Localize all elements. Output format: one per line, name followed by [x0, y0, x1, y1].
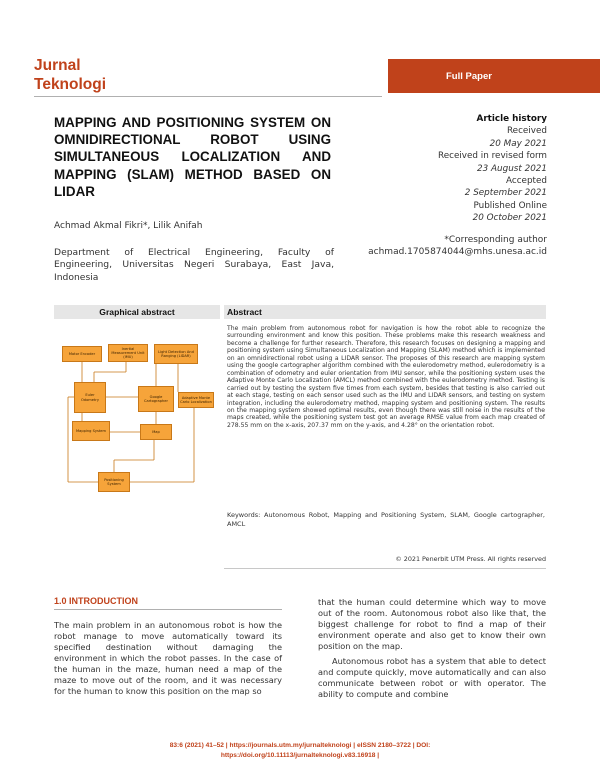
- copyright: © 2021 Penerbit UTM Press. All rights reserved: [395, 555, 546, 563]
- node-lidar: Light Detection And Ranging (LIDAR): [154, 344, 198, 364]
- intro-paragraph-1: The main problem in an autonomous robot is how the robot manage to move automatically toward its specified destination without damaging the environment in which the robot passes. In the case of the human in the maze, human need a map of the maze to move out of the room, and it was necessary for the human to know this position on the map so: [54, 620, 282, 697]
- accepted-date: 2 September 2021: [464, 188, 547, 199]
- abstract-rule: [224, 568, 546, 569]
- corresponding-label: *Corresponding author: [444, 235, 547, 245]
- revised-label: Received in revised form: [437, 151, 547, 162]
- node-map: Map: [140, 424, 172, 440]
- keywords: Keywords: Autonomous Robot, Mapping and Positioning System, SLAM, Google cartographer, AMCL: [227, 511, 545, 528]
- corresponding-author: [307, 234, 547, 259]
- full-paper-label: Full Paper: [446, 70, 492, 82]
- node-euler-odometry: Euler Odometry: [74, 382, 106, 413]
- intro-paragraph-2: Autonomous robot has a system that able to detect and compute quickly, move automatically and can also communicate between robot or with operator. The ability to compute and combine: [318, 656, 546, 700]
- paper-title: MAPPING AND POSITIONING SYSTEM ON OMNIDIRECTIONAL ROBOT USING SIMULTANEOUS LOCALIZATION AND MAPPING (SLAM) METHOD BASED ON LIDAR: [54, 115, 331, 199]
- authors: Achmad Akmal Fikri*, Lilik Anifah: [54, 221, 203, 231]
- graphical-abstract-heading: Graphical abstract: [54, 305, 220, 319]
- corresponding-email[interactable]: achmad.1705874044@mhs.unesa.ac.id: [368, 247, 547, 258]
- node-imu: Inertial Measurement Unit (IMU): [108, 344, 148, 362]
- section-heading-introduction: 1.0 INTRODUCTION: [54, 596, 282, 610]
- abstract-heading: Abstract: [224, 305, 546, 319]
- journal-title-line1: Jurnal: [34, 57, 81, 74]
- node-positioning-system: Positioning System: [98, 472, 130, 492]
- received-label: Received: [506, 126, 547, 137]
- received-date: 20 May 2021: [489, 138, 547, 149]
- node-motor-encoder: Motor Encoder: [62, 346, 102, 362]
- journal-title: [34, 56, 106, 94]
- node-mapping-system: Mapping System: [72, 421, 110, 441]
- affiliation: Department of Electrical Engineering, Faculty of Engineering, Universitas Negeri Surabaya, East Java, Indonesia: [54, 247, 334, 283]
- header-rule: [34, 96, 382, 97]
- footer-doi[interactable]: https://doi.org/10.11113/jurnalteknologi.v83.16918 |: [220, 752, 380, 759]
- graphical-abstract-diagram: [54, 320, 220, 572]
- published-date: 20 October 2021: [472, 213, 547, 224]
- node-google-cartographer: Google Cartographer: [138, 386, 174, 412]
- published-label: Published Online: [473, 200, 547, 211]
- footer-citation[interactable]: 83:6 (2021) 41–52 | https://journals.utm.my/jurnalteknologi | eISSN 2180–3722 | DOI:: [169, 742, 431, 749]
- history-heading: Article history: [476, 114, 547, 124]
- intro-paragraph-1-cont: that the human could determine which way to move out of the room. Autonomous robot also like that, the biggest challenge for robot to find a map of their environment operate and also get to know their own position on the map.: [318, 597, 546, 652]
- body-column-left: [54, 620, 282, 697]
- accepted-label: Accepted: [506, 176, 547, 187]
- revised-date: 23 August 2021: [477, 163, 547, 174]
- full-paper-badge: [388, 59, 600, 93]
- body-column-right: [318, 597, 546, 700]
- node-amcl: Adaptive Monte Carlo Localization: [178, 392, 214, 408]
- journal-title-line2: Teknologi: [34, 76, 107, 93]
- abstract-text: The main problem from autonomous robot for navigation is how the robot able to recognize the surrounding environment and know this position. These problems make this research weakness and become a challenge for further research. Therefore, this research focuses on designing a mapping and positioning system using Simultaneous Localization and Mapping (SLAM) method which is implemented on an omnidirectional robot using a LIDAR sensor. The proposes of this research are mapping system using the google cartographer algorithm combined with the eulerodometry method, eulerodometry is a combination of odometry and euler orientation from IMU sensor, while the positioning system uses the Adaptive Monte Carlo Localization (AMCL) method combined with the eulerodometry method. Testing is carried out by testing the system five times from each system, besides that testing is also carried out at each stage, testing on each sensor used such as the IMU and LIDAR sensors, and testing on system integration, including the eulerodometry method, mapping system and positioning system. The results on the mapping system showed optimal results, even though there was still noise in the results of the maps created, while the positioning system test got an average RMSE value from each map created of 278.55 mm on the x-axis, 207.37 mm on the y-axis, and 4.28° on the orientation robot.: [227, 325, 545, 429]
- page-footer: [100, 741, 500, 761]
- article-history: [367, 113, 547, 225]
